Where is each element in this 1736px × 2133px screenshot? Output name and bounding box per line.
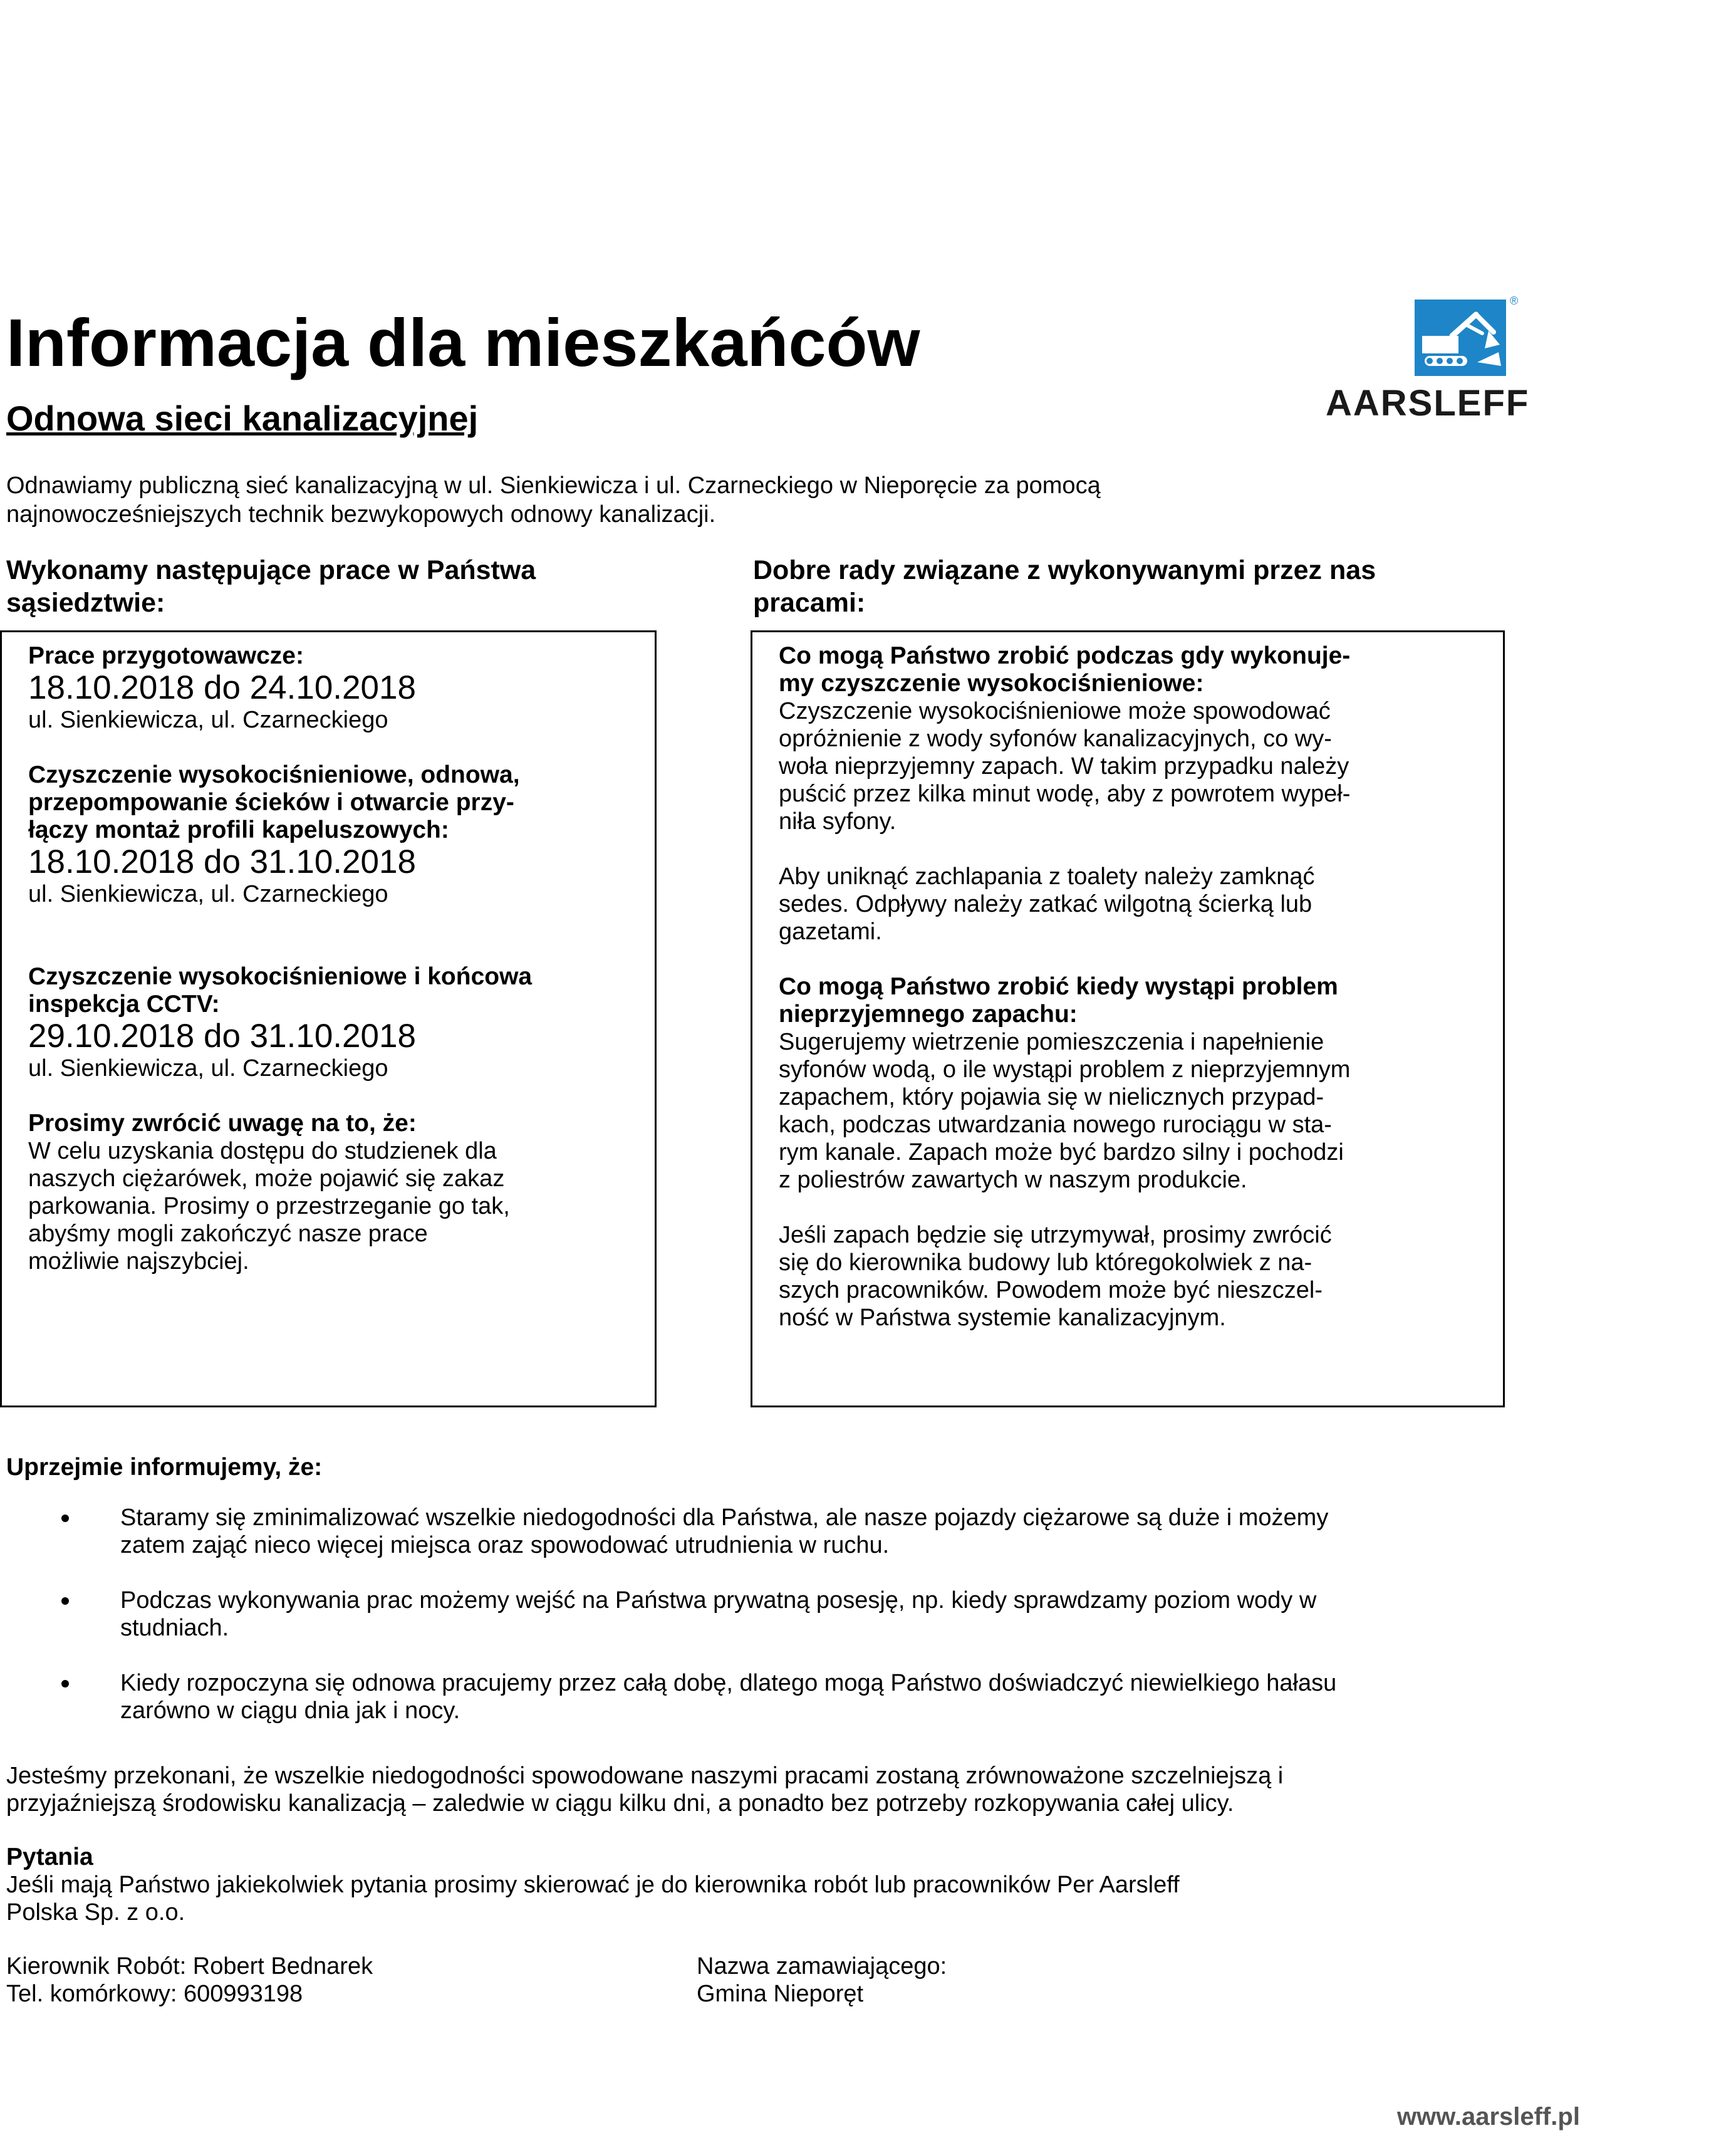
advice-line: puścić przez kilka minut wodę, aby z powrotem wypeł- <box>779 781 1351 807</box>
advice-line: Jeśli zapach będzie się utrzymywał, prosimy zwrócić <box>779 1222 1332 1248</box>
bullet-line: Kiedy rozpoczyna się odnowa pracujemy przez całą dobę, dlatego mogą Państwo doświadczyć niewielkiego hałasu <box>120 1670 1337 1696</box>
registered-mark: ® <box>1510 295 1519 307</box>
list-item <box>6 1587 1635 1642</box>
section-title: łączy montaż profili kapeluszowych: <box>28 816 449 843</box>
bullet-line: Podczas wykonywania prac możemy wejść na Państwa prywatną posesję, np. kiedy sprawdzamy poziom wody w <box>120 1587 1317 1614</box>
closing-line: przyjaźniejszą środowisku kanalizacją – zaledwie w ciągu kilku dni, a ponadto bez potrzeby rozkopywania całej ulicy. <box>6 1790 1234 1817</box>
notice-line: abyśmy mogli zakończyć nasze prace <box>28 1221 428 1247</box>
section-streets: ul. Sienkiewicza, ul. Czarneckiego <box>28 881 388 907</box>
advice-line: rym kanale. Zapach może być bardzo silny i pochodzi <box>779 1139 1344 1166</box>
advice-line: z poliestrów zawartych w naszym produkcie. <box>779 1167 1247 1193</box>
schedule-section-renovation <box>28 761 655 908</box>
intro-line: najnowocześniejszych technik bezwykopowych odnowy kanalizacji. <box>6 501 716 528</box>
section-title: Czyszczenie wysokociśnieniowe, odnowa, <box>28 761 520 788</box>
advice-line: zapachem, który pojawia się w nielicznych przypad- <box>779 1084 1324 1110</box>
heading-line: Dobre rady związane z wykonywanymi przez nas <box>753 555 1376 585</box>
advice-line: woła nieprzyjemny zapach. W takim przypadku należy <box>779 753 1349 780</box>
list-item <box>6 1669 1635 1724</box>
notice-line: naszych ciężarówek, może pojawić się zakaz <box>28 1166 505 1192</box>
advice-line: gazetami. <box>779 919 882 945</box>
section-streets: ul. Sienkiewicza, ul. Czarneckiego <box>28 707 388 733</box>
advice-line: Sugerujemy wietrzenie pomieszczenia i napełnienie <box>779 1029 1324 1055</box>
advice-line: Aby uniknąć zachlapania z toalety należy zamknąć <box>779 863 1315 890</box>
advice-line: syfonów wodą, o ile wystąpi problem z nieprzyjemnym <box>779 1056 1351 1083</box>
excavator-icon <box>1415 300 1506 376</box>
advice-box <box>751 630 1505 1407</box>
notice-line: możliwie najszybciej. <box>28 1248 249 1275</box>
page-subtitle: Odnowa sieci kanalizacyjnej <box>6 399 479 438</box>
closing-line: Jesteśmy przekonani, że wszelkie niedogodności spowodowane naszymi pracami zostaną zrównoważone szczelniejszą i <box>6 1763 1284 1789</box>
section-title: Czyszczenie wysokociśnieniowe i końcowa <box>28 963 533 990</box>
notice-line: parkowania. Prosimy o przestrzeganie go tak, <box>28 1193 510 1219</box>
advice-line: sedes. Odpływy należy zatkać wilgotną ścierką lub <box>779 891 1312 917</box>
advice-cleaning <box>779 642 1503 835</box>
section-title: inspekcja CCTV: <box>28 991 220 1018</box>
questions-title: Pytania <box>6 1844 93 1870</box>
parking-notice <box>28 1110 655 1275</box>
advice-line: Czyszczenie wysokociśnieniowe może spowodować <box>779 698 1331 724</box>
manager-name: Kierownik Robót: Robert Bednarek <box>6 1953 373 1979</box>
questions-line: Polska Sp. z o.o. <box>6 1899 185 1926</box>
client-block <box>697 1953 947 2008</box>
section-date: 18.10.2018 do 24.10.2018 <box>28 669 416 706</box>
bullet-line: studniach. <box>120 1615 229 1641</box>
advice-title: nieprzyjemnego zapachu: <box>779 1001 1078 1028</box>
advice-contact <box>779 1221 1503 1332</box>
advice-line: szych pracowników. Powodem może być nieszczel- <box>779 1277 1323 1303</box>
advice-toilet <box>779 863 1503 946</box>
footer-url[interactable]: www.aarsleff.pl <box>1397 2103 1580 2130</box>
advice-title: my czyszczenie wysokociśnieniowe: <box>779 670 1204 697</box>
info-heading: Uprzejmie informujemy, że: <box>6 1454 323 1481</box>
advice-smell <box>779 973 1503 1194</box>
closing-paragraph <box>6 1762 1635 1817</box>
right-column-heading <box>753 554 1376 619</box>
work-schedule-box <box>0 630 657 1407</box>
advice-line: kach, podczas utwardzania nowego rurociągu w sta- <box>779 1112 1332 1138</box>
left-column-heading <box>6 554 536 619</box>
contact-block <box>6 1953 373 2008</box>
notice-line: W celu uzyskania dostępu do studzienek dla <box>28 1138 497 1164</box>
advice-line: niła syfony. <box>779 808 897 835</box>
heading-line: Wykonamy następujące prace w Państwa <box>6 555 536 585</box>
logo-wordmark: AARSLEFF <box>1326 383 1530 424</box>
section-title: przepompowanie ścieków i otwarcie przy- <box>28 789 514 816</box>
advice-line: opróżnienie z wody syfonów kanalizacyjnych, co wy- <box>779 726 1332 752</box>
bullet-icon <box>61 1680 69 1687</box>
questions-paragraph <box>6 1871 1635 1926</box>
info-bullet-list <box>6 1504 1635 1752</box>
page-title: Informacja dla mieszkańców <box>6 305 920 380</box>
bullet-line: zatem zająć nieco więcej miejsca oraz spowodować utrudnienia w ruchu. <box>120 1532 890 1558</box>
schedule-section-preparation <box>28 642 655 734</box>
heading-line: sąsiedztwie: <box>6 588 165 618</box>
bullet-line: Staramy się zminimalizować wszelkie niedogodności dla Państwa, ale nasze pojazdy ciężarowe są duże i możemy <box>120 1505 1329 1531</box>
section-date: 18.10.2018 do 31.10.2018 <box>28 843 416 880</box>
questions-line: Jeśli mają Państwo jakiekolwiek pytania prosimy skierować je do kierownika robót lub pracowników Per Aarsleff <box>6 1872 1180 1898</box>
advice-title: Co mogą Państwo zrobić podczas gdy wykonuje- <box>779 642 1351 669</box>
notice-title: Prosimy zwrócić uwagę na to, że: <box>28 1110 417 1137</box>
manager-phone: Tel. komórkowy: 600993198 <box>6 1981 303 2007</box>
list-item <box>6 1504 1635 1559</box>
bullet-line: zarówno w ciągu dnia jak i nocy. <box>120 1698 460 1724</box>
aarsleff-logo <box>1316 295 1610 424</box>
client-label: Nazwa zamawiającego: <box>697 1953 947 1979</box>
section-date: 29.10.2018 do 31.10.2018 <box>28 1018 416 1055</box>
client-value: Gmina Nieporęt <box>697 1981 864 2007</box>
heading-line: pracami: <box>753 588 866 618</box>
bullet-icon <box>61 1515 69 1522</box>
bullet-icon <box>61 1597 69 1605</box>
advice-line: ność w Państwa systemie kanalizacyjnym. <box>779 1305 1226 1331</box>
schedule-section-inspection <box>28 963 655 1082</box>
section-streets: ul. Sienkiewicza, ul. Czarneckiego <box>28 1055 388 1082</box>
intro-paragraph <box>6 471 1447 529</box>
section-title: Prace przygotowawcze: <box>28 642 304 669</box>
advice-line: się do kierownika budowy lub któregokolwiek z na- <box>779 1249 1312 1276</box>
advice-title: Co mogą Państwo zrobić kiedy wystąpi problem <box>779 973 1338 1000</box>
intro-line: Odnawiamy publiczną sieć kanalizacyjną w ul. Sienkiewicza i ul. Czarneckiego w Nieporęcie za pomocą <box>6 472 1101 499</box>
